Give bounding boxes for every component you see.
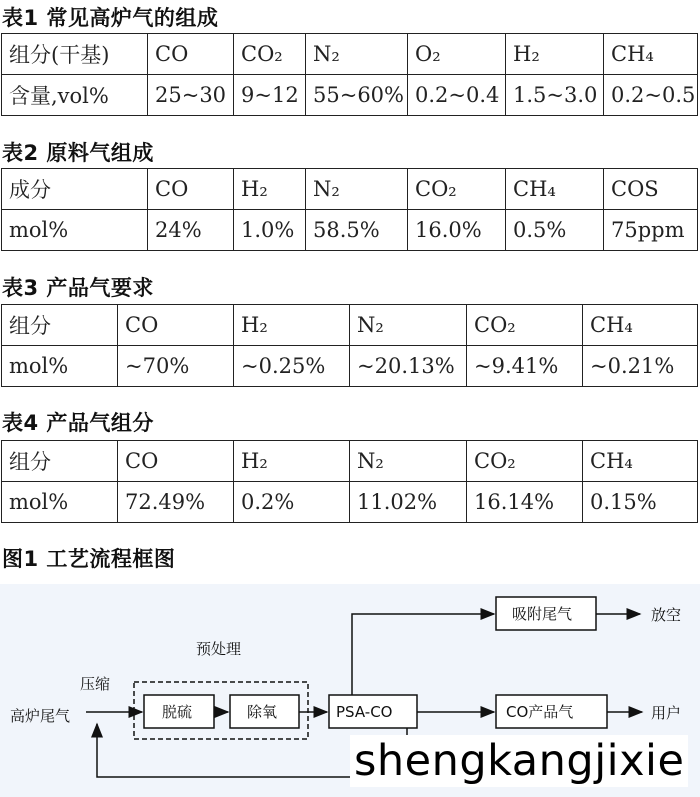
table-cell: 0.2% (234, 482, 350, 523)
watermark-text: shengkangjixie (350, 735, 688, 787)
table-row (2, 346, 698, 387)
pretreatment-label: 预处理 (196, 640, 242, 658)
table-cell: 55~60% (306, 75, 408, 116)
table3 (1, 304, 698, 387)
table-cell: 0.2~0.5 (604, 75, 698, 116)
table-cell: ~9.41% (467, 346, 583, 387)
table-cell: CO (118, 441, 234, 482)
table-cell: CH₄ (604, 34, 698, 75)
table-row (2, 169, 698, 210)
table-cell: H₂ (234, 305, 350, 346)
table-cell: ~20.13% (350, 346, 467, 387)
table-row (2, 210, 698, 251)
table-cell: CO (118, 305, 234, 346)
figure1-caption: 图1 工艺流程框图 (2, 547, 176, 571)
table-row (2, 305, 698, 346)
table-cell: 16.14% (467, 482, 583, 523)
desulfurization-label: 脱硫 (162, 703, 193, 721)
table-cell: CH₄ (583, 441, 698, 482)
arrow-line (352, 614, 494, 695)
table4-caption: 表4 产品气组分 (2, 411, 154, 435)
table-cell: CH₄ (583, 305, 698, 346)
table-row (2, 34, 698, 75)
table-cell: 0.15% (583, 482, 698, 523)
table-cell: 0.5% (506, 210, 604, 251)
table-cell: N₂ (350, 441, 467, 482)
vent-label: 放空 (651, 606, 682, 624)
table-cell: N₂ (350, 305, 467, 346)
table-cell: O₂ (408, 34, 506, 75)
table-cell: 组分 (2, 305, 118, 346)
table-cell: 58.5% (306, 210, 408, 251)
tail-gas-label: 吸附尾气 (512, 605, 573, 623)
compress-label: 压缩 (80, 675, 111, 693)
table-cell: 24% (148, 210, 234, 251)
table-cell: 75ppm (604, 210, 698, 251)
table-cell: 1.5~3.0 (506, 75, 604, 116)
table4 (1, 440, 698, 523)
table-cell: ~70% (118, 346, 234, 387)
table-row (2, 441, 698, 482)
user-label: 用户 (651, 704, 682, 722)
table-cell: H₂ (234, 441, 350, 482)
table-cell: 含量,vol% (2, 75, 148, 116)
table1 (1, 33, 698, 116)
table-cell: CO₂ (467, 441, 583, 482)
table-cell: 组分 (2, 441, 118, 482)
table-cell: mol% (2, 482, 118, 523)
table-cell: CO₂ (467, 305, 583, 346)
table-cell: ~0.25% (234, 346, 350, 387)
table2-caption: 表2 原料气组成 (2, 141, 154, 165)
table-cell: H₂ (506, 34, 604, 75)
table-cell: 25~30 (148, 75, 234, 116)
table-cell: 16.0% (408, 210, 506, 251)
table-cell: mol% (2, 346, 118, 387)
table-row (2, 75, 698, 116)
table-cell: 11.02% (350, 482, 467, 523)
table-cell: mol% (2, 210, 148, 251)
table-cell: N₂ (306, 34, 408, 75)
table-cell: CO₂ (234, 34, 306, 75)
table-cell: COS (604, 169, 698, 210)
table-cell: CO (148, 169, 234, 210)
table2 (1, 168, 698, 251)
table-cell: CO₂ (408, 169, 506, 210)
table-cell: 0.2~0.4 (408, 75, 506, 116)
source-label: 高炉尾气 (10, 707, 71, 725)
psa-label: PSA-CO (336, 703, 393, 721)
table-cell: 1.0% (234, 210, 306, 251)
table-row (2, 482, 698, 523)
table-cell: H₂ (234, 169, 306, 210)
table-cell: CO (148, 34, 234, 75)
product-label: CO产品气 (506, 703, 574, 721)
table-cell: 组分(干基) (2, 34, 148, 75)
table-cell: CH₄ (506, 169, 604, 210)
deoxygenation-label: 除氧 (247, 703, 278, 721)
table-cell: 成分 (2, 169, 148, 210)
table-cell: 72.49% (118, 482, 234, 523)
table1-caption: 表1 常见高炉气的组成 (2, 6, 219, 30)
table3-caption: 表3 产品气要求 (2, 276, 154, 300)
table-cell: ~0.21% (583, 346, 698, 387)
table-cell: N₂ (306, 169, 408, 210)
table-cell: 9~12 (234, 75, 306, 116)
